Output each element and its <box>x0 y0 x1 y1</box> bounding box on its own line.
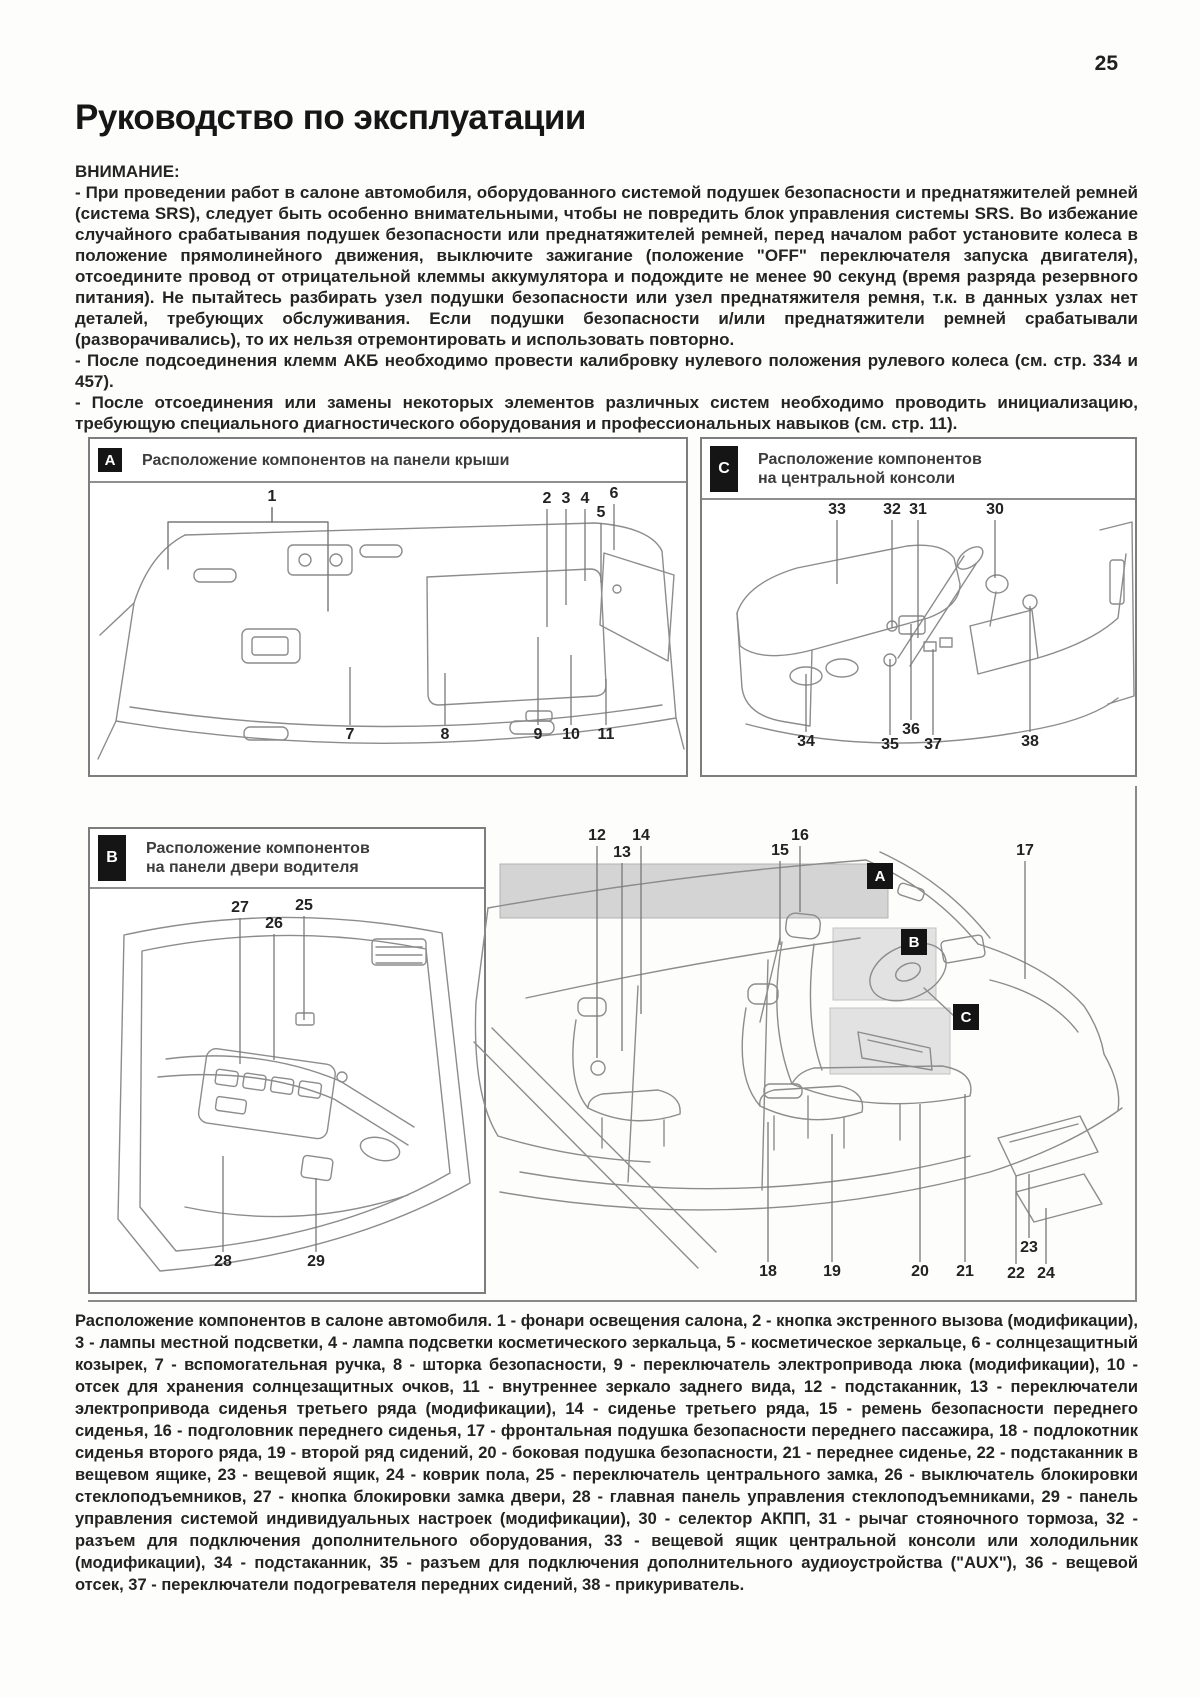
callout-6: 6 <box>609 485 619 502</box>
callout-4: 4 <box>580 490 590 507</box>
callout-21: 21 <box>956 1263 974 1280</box>
panel-a-header <box>90 439 686 483</box>
interior-cutaway-drawing <box>430 790 1137 1302</box>
callout-30: 30 <box>986 501 1004 518</box>
callout-1: 1 <box>267 488 277 505</box>
page-number: 25 <box>1094 52 1118 75</box>
callout-7: 7 <box>345 726 355 743</box>
panel-b-title-line2: на панели двери водителя <box>146 859 359 876</box>
callout-34: 34 <box>797 733 815 750</box>
panel-c-title <box>758 450 982 488</box>
callout-37: 37 <box>924 736 942 753</box>
callout-22: 22 <box>1007 1265 1025 1282</box>
region-marker-a: A <box>867 863 893 889</box>
region-marker-c: C <box>953 1004 979 1030</box>
highlight-region-a <box>500 864 888 918</box>
callout-20: 20 <box>911 1263 929 1280</box>
panel-c-badge: C <box>710 446 738 492</box>
warning-block <box>75 161 1138 434</box>
callout-17: 17 <box>1016 842 1034 859</box>
callout-35: 35 <box>881 736 899 753</box>
console-line-art <box>737 522 1134 743</box>
region-marker-b: B <box>901 929 927 955</box>
panel-b-title <box>146 839 370 877</box>
panel-c-header <box>702 439 1135 500</box>
callout-2: 2 <box>542 490 552 507</box>
warning-paragraph: - При проведении работ в салоне автомобиля, оборудованного системой подушек безопасности и преднатяжителей ремней (система SRS), следует быть особенно внимательными, чтобы не повредить блок управления системы SRS. Во избежание случайного срабатывания подушек безопасности или преднатяжителей ремней, перед началом работ установите колеса в положение прямолинейного движения, выключите зажигание (положение "OFF" переключателя запуска двигателя), отсоедините провод от отрицательной клеммы аккумулятора и подождите не менее 90 секунд (время разряда резервного питания). Не пытайтесь разбирать узел подушки безопасности или узел преднатяжителя ремня, т.к. в данных узлах нет деталей, требующих обслуживания. Если подушки безопасности и/или преднатяжители ремней срабатывали (разворачивались), то их нельзя отремонтировать и использовать повторно. <box>75 183 1138 349</box>
callout-26: 26 <box>265 915 283 932</box>
callout-25: 25 <box>295 897 313 914</box>
panel-b-title-line1: Расположение компонентов <box>146 840 370 857</box>
callout-8: 8 <box>440 726 450 743</box>
callout-3: 3 <box>561 490 571 507</box>
callout-23: 23 <box>1020 1239 1038 1256</box>
panel-a-badge: A <box>98 448 122 472</box>
callout-9: 9 <box>533 726 543 743</box>
callout-14: 14 <box>632 827 650 844</box>
page-title: Руководство по эксплуатации <box>75 98 586 137</box>
callout-29: 29 <box>307 1253 325 1270</box>
warning-paragraph: - После отсоединения или замены некоторых элементов различных систем необходимо проводить инициализацию, требующую специального диагностического оборудования и профессиональных навыков (см. стр. 11). <box>75 393 1138 433</box>
callout-12: 12 <box>588 827 606 844</box>
figure-caption: Расположение компонентов в салоне автомобиля. 1 - фонари освещения салона, 2 - кнопка экстренного вызова (модификации), 3 - лампы местной подсветки, 4 - лампа подсветки косметического зеркальца, 5 - косметическое зеркальце, 6 - солнцезащитный козырек, 7 - вспомогательная ручка, 8 - шторка безопасности, 9 - переключатель электропривода люка (модификации), 10 - отсек для хранения солнцезащитных очков, 11 - внутреннее зеркало заднего вида, 12 - подстаканник, 13 - переключатели электропривода сиденья третьего ряда (модификации), 14 - сиденье третьего ряда, 15 - ремень безопасности переднего сиденья, 16 - подголовник переднего сиденья, 17 - фронтальная подушка безопасности переднего пассажира, 18 - подлокотник сиденья второго ряда, 19 - второй ряд сидений, 20 - боковая подушка безопасности, 21 - переднее сиденье, 22 - подстаканник в вещевом ящике, 23 - вещевой ящик, 24 - коврик пола, 25 - переключатель центрального замка, 26 - выключатель блокировки стеклоподъемников, 27 - кнопка блокировки замка двери, 28 - главная панель управления стеклоподъемниками, 29 - панель управления системой индивидуальных настроек (модификации), 30 - селектор АКПП, 31 - рычаг стояночного тормоза, 32 - разъем для подключения дополнительного оборудования, 33 - вещевой ящик центральной консоли или холодильник (модификации), 34 - подстаканник, 35 - разъем для подключения дополнительного аудиоустройства ("AUX"), 36 - вещевой отсек, 37 - переключатели подогревателя передних сидений, 38 - прикуриватель. <box>75 1312 1138 1594</box>
callout-24: 24 <box>1037 1265 1055 1282</box>
panel-a-title: Расположение компонентов на панели крыши <box>142 451 510 469</box>
panel-b-badge: B <box>98 835 126 881</box>
callout-16: 16 <box>791 827 809 844</box>
callout-19: 19 <box>823 1263 841 1280</box>
panel-c-title-line1: Расположение компонентов <box>758 450 982 468</box>
callout-33: 33 <box>828 501 846 518</box>
callout-38: 38 <box>1021 733 1039 750</box>
warning-paragraph: - После подсоединения клемм АКБ необходимо провести калибровку нулевого положения рулевого колеса (см. стр. 334 и 457). <box>75 351 1138 391</box>
callout-32: 32 <box>883 501 901 518</box>
callout-27: 27 <box>231 899 249 916</box>
panel-c-title-line2: на центральной консоли <box>758 469 956 487</box>
callout-15: 15 <box>771 842 789 859</box>
callout-11: 11 <box>597 726 615 743</box>
door-line-art <box>118 917 470 1271</box>
callout-36: 36 <box>902 721 920 738</box>
callout-5: 5 <box>596 504 606 521</box>
roof-line-art <box>98 508 684 759</box>
callout-28: 28 <box>214 1253 232 1270</box>
callout-31: 31 <box>909 501 927 518</box>
door-panel-drawing <box>90 891 484 1292</box>
warning-heading: ВНИМАНИЕ: <box>75 162 180 181</box>
panel-b-header <box>90 829 484 889</box>
callout-10: 10 <box>562 726 580 743</box>
callout-13: 13 <box>613 844 631 861</box>
callout-18: 18 <box>759 1263 777 1280</box>
